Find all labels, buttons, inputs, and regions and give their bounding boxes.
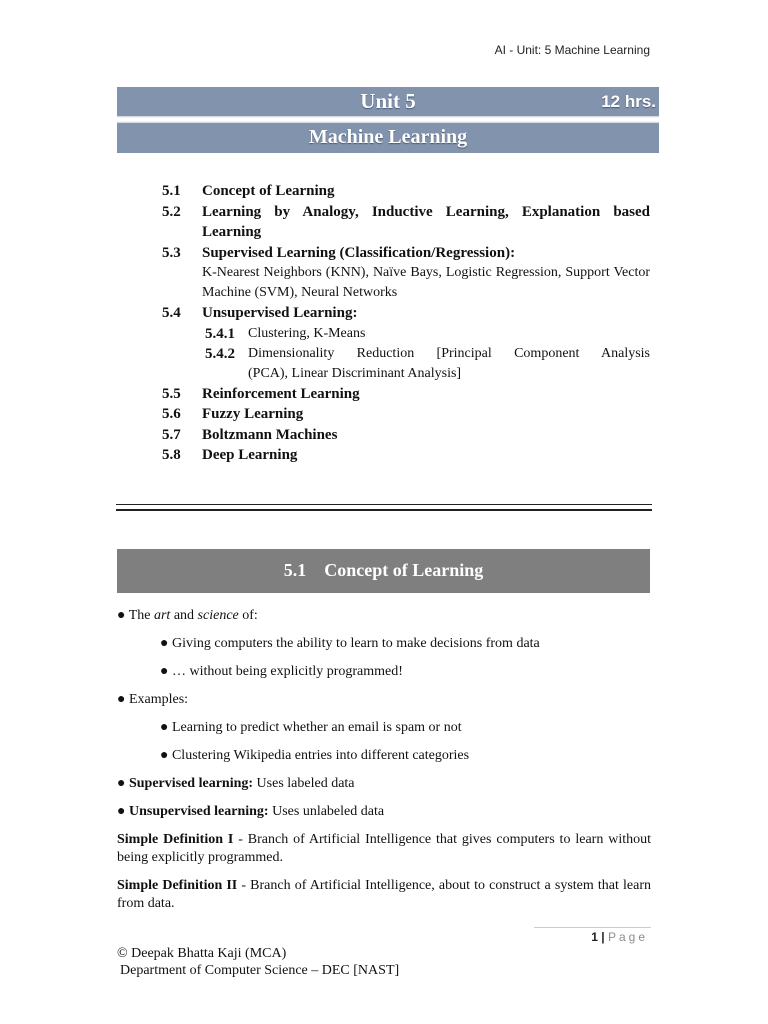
intro-line	[117, 607, 258, 625]
footer-author: © Deepak Bhatta Kaji (MCA)	[117, 946, 287, 961]
list-item	[160, 747, 469, 765]
toc-number: 5.4	[162, 305, 181, 321]
toc-title: Supervised Learning (Classification/Regression):	[202, 244, 516, 261]
page-separator: |	[601, 930, 605, 944]
double-divider	[116, 504, 652, 511]
toc-title: Deep Learning	[202, 447, 298, 463]
definition-label: Simple Definition I	[117, 832, 234, 847]
unsupervised-text: Uses unlabeled data	[272, 804, 385, 819]
bullet-icon: ●	[117, 692, 126, 707]
intro-art: art	[153, 608, 171, 623]
unsupervised-line	[117, 803, 384, 821]
toc-subitem	[162, 324, 650, 344]
toc-sub-title: Clustering, K-Means	[248, 325, 366, 341]
definition-paragraph	[117, 831, 651, 867]
toc-title: Reinforcement Learning	[202, 385, 360, 402]
unit-subject: Machine Learning	[308, 126, 468, 148]
bullet-icon: ●	[160, 720, 169, 735]
toc-sub-title-line1: Dimensionality Reduction [Principal Component Analysis	[248, 345, 650, 361]
bullet-icon: ●	[117, 804, 126, 819]
intro-text: of:	[242, 608, 258, 623]
toc-item	[162, 404, 650, 425]
toc-number: 5.5	[162, 385, 181, 402]
toc-subitem	[162, 344, 650, 384]
toc-number: 5.1	[162, 183, 181, 199]
intro-science: science	[197, 608, 239, 623]
toc-item	[162, 425, 650, 446]
toc-title: Fuzzy Learning	[202, 406, 304, 422]
toc-item	[162, 243, 650, 264]
unit-banner	[117, 87, 659, 153]
bullet-icon: ●	[160, 636, 169, 651]
supervised-text: Uses labeled data	[256, 776, 355, 791]
toc-number: 5.3	[162, 244, 181, 261]
definition-paragraph	[117, 877, 651, 913]
list-item-text: Giving computers the ability to learn to make decisions from data	[171, 636, 540, 651]
table-of-contents	[162, 181, 650, 466]
footer-department: Department of Computer Science – DEC [NAST]	[120, 963, 400, 978]
supervised-label: Supervised learning:	[128, 776, 254, 791]
footer-divider	[534, 927, 651, 928]
toc-number: 5.2	[162, 203, 181, 220]
unit-title: Unit 5	[360, 89, 416, 113]
toc-number: 5.6	[162, 406, 181, 422]
list-item-text: Learning to predict whether an email is spam or not	[171, 720, 462, 735]
toc-item	[162, 303, 650, 324]
toc-sub-title-line2: (PCA), Linear Discriminant Analysis]	[248, 365, 462, 381]
intro-text: and	[173, 608, 195, 623]
toc-detail: K-Nearest Neighbors (KNN), Naïve Bays, Logistic Regression, Support Vector Machine (SVM), Neural Networks	[202, 265, 650, 300]
page-word: Page	[607, 930, 648, 944]
toc-item	[162, 384, 650, 405]
supervised-line	[117, 775, 355, 793]
bullet-icon: ●	[160, 664, 169, 679]
list-item	[160, 719, 462, 737]
section-title: 5.1 Concept of Learning	[283, 560, 484, 580]
list-item	[160, 635, 540, 653]
page-number	[591, 930, 648, 944]
toc-number: 5.8	[162, 447, 181, 463]
section-header	[117, 549, 650, 593]
bullet-icon: ●	[160, 748, 169, 763]
banner-divider	[117, 116, 659, 123]
page-number-value: 1	[591, 930, 598, 944]
toc-title: Unsupervised Learning:	[202, 305, 358, 321]
definition-text: - Branch of Artificial Intelligence, about to construct a system that learn from data.	[117, 878, 651, 911]
bullet-icon: ●	[117, 608, 126, 623]
list-item-text: Clustering Wikipedia entries into different categories	[171, 748, 470, 763]
definition-text: - Branch of Artificial Intelligence that gives computers to learn without being explicitly programmed.	[117, 832, 651, 865]
definition-label: Simple Definition II	[117, 878, 238, 893]
unit-hours: 12 hrs.	[601, 92, 656, 111]
running-header: AI - Unit: 5 Machine Learning	[494, 43, 650, 57]
toc-item	[162, 202, 650, 243]
toc-title: Learning by Analogy, Inductive Learning, Explanation based Learning	[202, 203, 650, 240]
toc-item	[162, 181, 650, 202]
examples-label: Examples:	[128, 692, 189, 707]
list-item	[160, 663, 403, 681]
toc-item	[162, 445, 650, 466]
toc-title: Concept of Learning	[202, 183, 335, 199]
list-item-text: … without being explicitly programmed!	[171, 664, 403, 679]
toc-title: Boltzmann Machines	[202, 426, 338, 443]
toc-sub-number: 5.4.2	[205, 345, 235, 362]
toc-sub-title-block	[248, 344, 650, 384]
examples-line	[117, 691, 188, 709]
unsupervised-label: Unsupervised learning:	[128, 804, 269, 819]
toc-number: 5.7	[162, 426, 181, 443]
toc-sub-number: 5.4.1	[205, 325, 235, 342]
intro-text: The	[128, 608, 151, 623]
bullet-icon: ●	[117, 776, 126, 791]
